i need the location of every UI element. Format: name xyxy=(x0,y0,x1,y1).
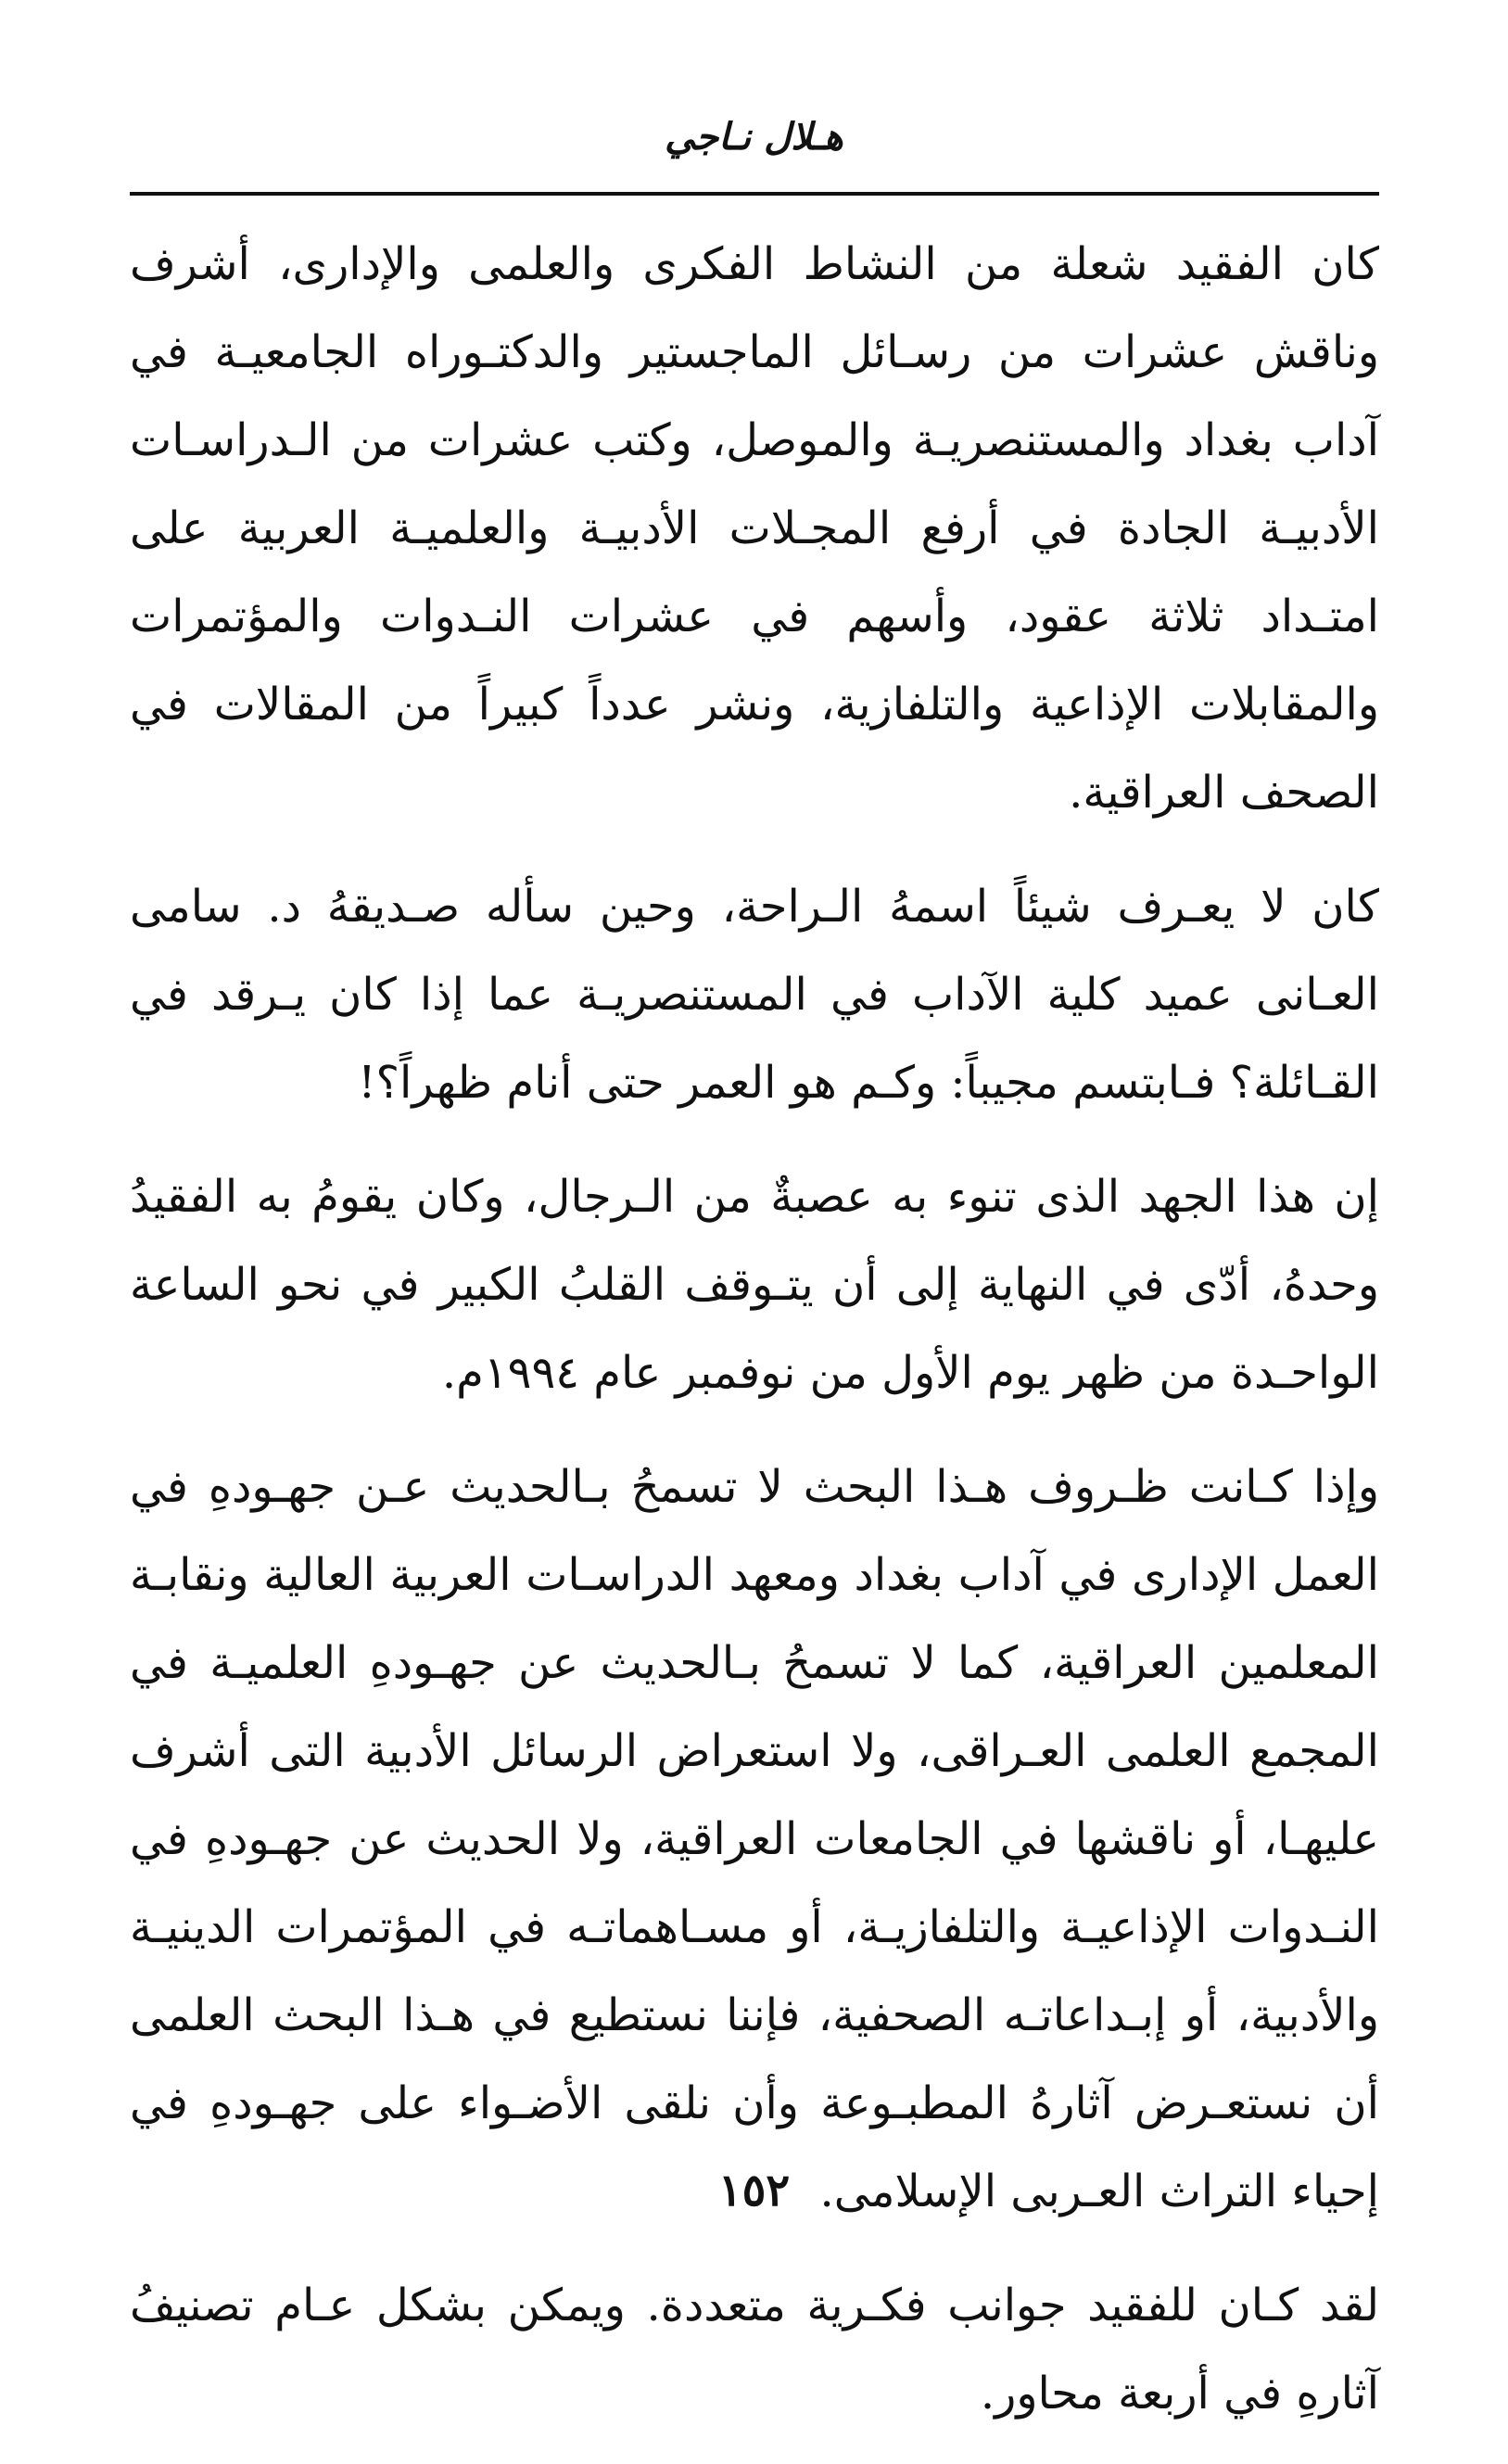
page-number: ١٥٢ xyxy=(717,2165,791,2216)
paragraph: لقد كـان للفقيد جوانب فكـرية متعددة. ويمكن بشكل عـام تصنيفُ آثارهِ في أربعة محاور. xyxy=(130,2280,1379,2420)
paragraph: كان لا يعـرف شيئاً اسمهُ الـراحة، وحين سأله صـديقهُ د. سامى العـانى عميد كلية الآداب في المستنصريـة عما إذا كان يـرقد في القـائلة؟ فـابتسم مجيباً: وكـم هو العمر حتى أنام ظهراً؟! xyxy=(130,881,1379,1109)
running-header: هـلال نـاجي xyxy=(665,115,843,159)
paragraph: كان الفقيد شعلة من النشاط الفكرى والعلمى والإدارى، أشرف وناقش عشرات من رسـائل الماجستير والدكتـوراه الجامعيـة في آداب بغداد والمستنصريـة والموصل، وكتب عشرات من الـدراسـات الأدبيـة الجادة في أرفع المجـلات الأدبيـة والعلميـة العربية على امتـداد ثلاثة عقود، وأسهم في عشرات النـدوات والمؤتمرات والمقابلات الإذاعية والتلفازية، ونشر عدداً كبيراً من المقالات في الصحف العراقية. xyxy=(130,238,1379,819)
paragraph: وإذا كـانت ظـروف هـذا البحث لا تسمحُ بـالحديث عـن جهـودهِ في العمل الإدارى في آداب بغداد ومعهد الدراسـات العربية العالية ونقابـة المعلمين العراقية، كما لا تسمحُ بـالحديث عن جهـودهِ العلميـة في المجمع العلمى العـراقى، ولا استعراض الرسائل الأدبية التى أشرف عليهـا، أو ناقشها في الجامعات العراقية، ولا الحديث عن جهـودهِ في النـدوات الإذاعيـة والتلفازيـة، أو مسـاهماتـه في المؤتمرات الدينيـة والأدبية، أو إبـداعاتـه الصحفية، فإننا نستطيع في هـذا البحث العلمى أن نستعـرض آثارهُ المطبـوعة وأن نلقى الأضـواء على جهـودهِ في إحياء التراث العـربى الإسلامى. xyxy=(130,1461,1380,2217)
paragraph: إن هذا الجهد الذى تنوء به عصبةٌ من الـرجال، وكان يقومُ به الفقيدُ وحدهُ، أدّى في النهاية إلى أن يتـوقف القلبُ الكبير في نحو الساعة الواحـدة من ظهر يوم الأول من نوفمبر عام ١٩٩٤م. xyxy=(130,1171,1379,1399)
header-divider xyxy=(130,192,1379,196)
body-text xyxy=(130,221,1379,2464)
